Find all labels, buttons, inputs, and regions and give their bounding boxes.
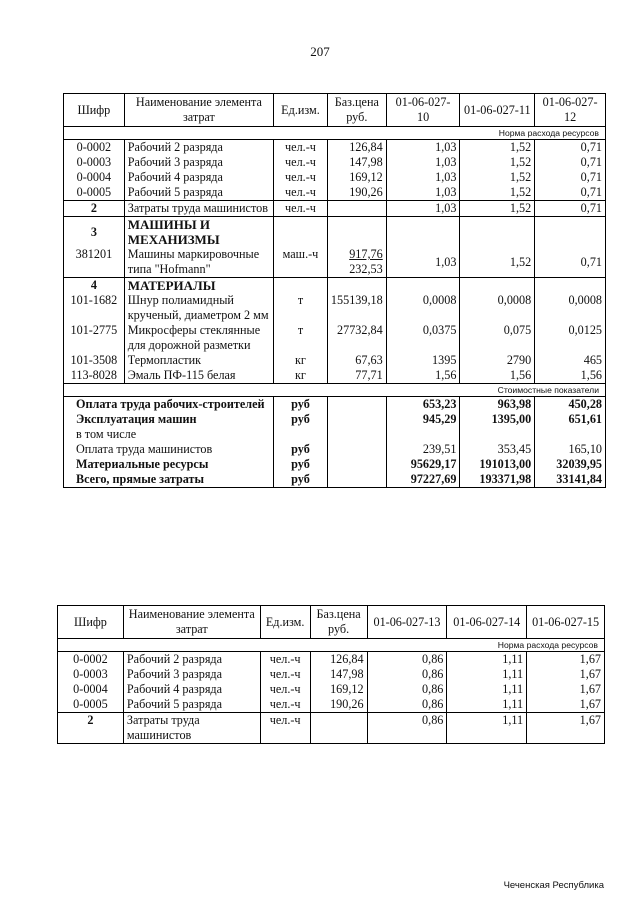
row-unit: чел.-ч xyxy=(274,140,328,156)
row-code: 2 xyxy=(64,201,125,217)
cost-empty xyxy=(327,457,386,472)
row-name: Рабочий 3 разряда xyxy=(123,667,260,682)
row-unit: чел.-ч xyxy=(274,155,328,170)
cost-value-3: 651,61 xyxy=(535,412,606,427)
table-row xyxy=(64,368,606,384)
cost-value-3: 165,10 xyxy=(535,442,606,457)
cost-name: Эксплуатация машин xyxy=(76,412,197,426)
cost-unit xyxy=(274,427,328,442)
row-unit: чел.-ч xyxy=(260,713,310,744)
row-code: 0-0004 xyxy=(76,170,112,184)
row-value-3: 0,71 xyxy=(535,140,606,156)
row-name: Шнур полиамидный крученый, диаметром 2 мм xyxy=(124,293,273,323)
row-value-1: 1,03 xyxy=(386,170,460,185)
row-name: Рабочий 4 разряда xyxy=(124,170,273,185)
row-unit: чел.-ч xyxy=(274,185,328,201)
row-unit: чел.-ч xyxy=(260,682,310,697)
table-row xyxy=(64,170,606,185)
table-header-row xyxy=(64,94,606,127)
row-code: 101-3508 xyxy=(70,353,118,367)
row-value-1: 1,03 xyxy=(386,155,460,170)
workers-rows xyxy=(64,140,606,201)
table-row xyxy=(64,323,606,353)
row-name: Рабочий 4 разряда xyxy=(123,682,260,697)
main-rows xyxy=(58,713,605,744)
cost-empty xyxy=(327,397,386,413)
row-name: Термопластик xyxy=(124,353,273,368)
resource-table-2 xyxy=(57,605,605,744)
cost-name: Всего, прямые затраты xyxy=(76,472,205,486)
row-value-2: 1,11 xyxy=(447,652,527,668)
row-price: 147,98 xyxy=(327,155,386,170)
table-row xyxy=(58,682,605,697)
row-value-2: 1,56 xyxy=(460,368,535,384)
cost-value-1: 653,23 xyxy=(386,397,460,413)
row-empty xyxy=(535,278,606,294)
row-empty xyxy=(274,278,328,294)
cost-unit: руб xyxy=(274,442,328,457)
row-name: Рабочий 2 разряда xyxy=(123,652,260,668)
row-code: 2 xyxy=(58,713,124,744)
norm-label: Норма расхода ресурсов xyxy=(58,639,605,652)
cost-value-2 xyxy=(460,427,535,442)
table-row xyxy=(58,697,605,713)
workers-rows xyxy=(58,652,605,713)
table-header-row xyxy=(58,606,605,639)
row-unit: чел.-ч xyxy=(260,667,310,682)
row-price: 147,98 xyxy=(310,667,367,682)
row-value-2: 2790 xyxy=(460,353,535,368)
row-value-1: 0,86 xyxy=(367,667,447,682)
row-name: Затраты труда машинистов xyxy=(123,713,260,744)
row-value-1: 0,86 xyxy=(367,713,447,744)
row-price xyxy=(310,713,367,744)
table-row xyxy=(58,713,605,744)
row-value-2: 1,52 xyxy=(460,155,535,170)
table-row xyxy=(64,155,606,170)
row-unit: чел.-ч xyxy=(274,201,328,217)
cost-value-1: 95629,17 xyxy=(386,457,460,472)
row-name: Микросферы стеклянные для дорожной разметки xyxy=(124,323,273,353)
cost-row xyxy=(64,457,606,472)
row-unit: чел.-ч xyxy=(260,697,310,713)
row-value-1: 0,86 xyxy=(367,697,447,713)
row-unit: маш.-ч xyxy=(274,247,328,278)
cost-empty xyxy=(327,427,386,442)
cost-name: Оплата труда машинистов xyxy=(76,442,213,456)
row-value-1: 0,86 xyxy=(367,682,447,697)
row-unit: чел.-ч xyxy=(260,652,310,668)
table-row xyxy=(64,201,606,217)
row-unit: т xyxy=(274,323,328,353)
main-rows xyxy=(64,201,606,384)
row-empty xyxy=(274,217,328,248)
cost-row xyxy=(64,442,606,457)
section-code: 3 xyxy=(64,217,125,248)
row-price: 155139,18 xyxy=(327,293,386,323)
row-value-2: 1,52 xyxy=(460,247,535,278)
footer-region: Чеченская Республика xyxy=(503,880,604,891)
row-code: 0-0002 xyxy=(76,140,112,154)
row-value-3: 1,67 xyxy=(527,713,605,744)
norm-label: Норма расхода ресурсов xyxy=(64,127,606,140)
table-row xyxy=(64,247,606,278)
cost-value-1: 945,29 xyxy=(386,412,460,427)
row-price: 77,71 xyxy=(327,368,386,384)
row-value-3: 1,67 xyxy=(527,682,605,697)
row-empty xyxy=(460,217,535,248)
row-price: 169,12 xyxy=(310,682,367,697)
row-price: 190,26 xyxy=(327,185,386,201)
header-col-13: 01-06-027-13 xyxy=(367,606,447,639)
header-code: Шифр xyxy=(64,94,125,127)
cost-unit: руб xyxy=(274,472,328,488)
cost-value-2: 191013,00 xyxy=(460,457,535,472)
header-unit: Ед.изм. xyxy=(260,606,310,639)
cost-value-3 xyxy=(535,427,606,442)
row-code: 381201 xyxy=(75,247,113,261)
row-value-3: 0,0008 xyxy=(535,293,606,323)
cost-value-2: 193371,98 xyxy=(460,472,535,488)
row-name: Рабочий 2 разряда xyxy=(124,140,273,156)
row-price: 27732,84 xyxy=(327,323,386,353)
row-name: Машины маркировочные типа "Hofmann" xyxy=(124,247,273,278)
table-row xyxy=(64,293,606,323)
row-code: 0-0004 xyxy=(73,682,108,696)
section-row xyxy=(64,278,606,294)
cost-value-3: 450,28 xyxy=(535,397,606,413)
row-empty xyxy=(386,278,460,294)
row-value-2: 1,11 xyxy=(447,667,527,682)
section-code: 4 xyxy=(64,278,125,294)
header-name: Наименование элемента затрат xyxy=(124,94,273,127)
row-value-2: 1,11 xyxy=(447,697,527,713)
table-row xyxy=(58,667,605,682)
row-code: 0-0002 xyxy=(73,652,108,666)
header-price: Баз.цена руб. xyxy=(310,606,367,639)
cost-unit: руб xyxy=(274,397,328,413)
cost-value-3: 33141,84 xyxy=(535,472,606,488)
row-value-3: 0,71 xyxy=(535,155,606,170)
cost-value-2: 353,45 xyxy=(460,442,535,457)
row-unit: чел.-ч xyxy=(274,170,328,185)
row-code: 101-2775 xyxy=(70,323,118,337)
cost-unit: руб xyxy=(274,412,328,427)
row-price: 169,12 xyxy=(327,170,386,185)
header-col-10: 01-06-027-10 xyxy=(386,94,460,127)
cost-empty xyxy=(327,412,386,427)
row-value-2: 0,0008 xyxy=(460,293,535,323)
cost-name: в том числе xyxy=(76,427,137,441)
row-unit: т xyxy=(274,293,328,323)
row-price xyxy=(327,201,386,217)
header-col-15: 01-06-027-15 xyxy=(527,606,605,639)
row-value-3: 1,67 xyxy=(527,697,605,713)
cost-rows xyxy=(64,397,606,488)
row-value-1: 1,03 xyxy=(386,185,460,201)
row-code: 0-0005 xyxy=(73,697,108,711)
row-price xyxy=(327,247,386,278)
table-row xyxy=(64,353,606,368)
header-col-12: 01-06-027-12 xyxy=(535,94,606,127)
row-value-1: 1395 xyxy=(386,353,460,368)
cost-name: Оплата труда рабочих-строителей xyxy=(76,397,265,411)
cost-empty xyxy=(327,472,386,488)
cost-label: Стоимостные показатели xyxy=(64,384,606,397)
row-value-2: 0,075 xyxy=(460,323,535,353)
row-value-1: 1,03 xyxy=(386,201,460,217)
row-empty xyxy=(327,278,386,294)
row-value-3: 1,67 xyxy=(527,652,605,668)
section-title: МАШИНЫ И МЕХАНИЗМЫ xyxy=(124,217,273,248)
row-code: 0-0005 xyxy=(76,185,112,199)
cost-row xyxy=(64,472,606,488)
row-value-2: 1,52 xyxy=(460,201,535,217)
section-title: МАТЕРИАЛЫ xyxy=(124,278,273,294)
header-code: Шифр xyxy=(58,606,124,639)
table-row xyxy=(64,140,606,156)
cost-empty xyxy=(327,442,386,457)
cost-row xyxy=(64,412,606,427)
row-empty xyxy=(535,217,606,248)
row-value-2: 1,11 xyxy=(447,713,527,744)
header-name: Наименование элемента затрат xyxy=(123,606,260,639)
row-value-3: 0,71 xyxy=(535,201,606,217)
row-code: 101-1682 xyxy=(70,293,118,307)
table-row xyxy=(58,652,605,668)
row-name: Затраты труда машинистов xyxy=(124,201,273,217)
row-value-1: 1,03 xyxy=(386,140,460,156)
cost-value-3: 32039,95 xyxy=(535,457,606,472)
row-empty xyxy=(460,278,535,294)
row-value-1: 0,0008 xyxy=(386,293,460,323)
row-name: Рабочий 5 разряда xyxy=(124,185,273,201)
resource-table-1 xyxy=(63,93,606,488)
row-unit: кг xyxy=(274,353,328,368)
row-price: 126,84 xyxy=(327,140,386,156)
header-col-14: 01-06-027-14 xyxy=(447,606,527,639)
row-value-3: 465 xyxy=(535,353,606,368)
row-code: 0-0003 xyxy=(73,667,108,681)
row-value-2: 1,52 xyxy=(460,170,535,185)
row-value-2: 1,11 xyxy=(447,682,527,697)
page-number: 207 xyxy=(310,44,330,59)
row-value-1: 0,86 xyxy=(367,652,447,668)
row-value-3: 1,56 xyxy=(535,368,606,384)
cost-name: Материальные ресурсы xyxy=(76,457,209,471)
section-row xyxy=(64,217,606,248)
row-value-2: 1,52 xyxy=(460,185,535,201)
row-price: 67,63 xyxy=(327,353,386,368)
price-line-2: 232,53 xyxy=(349,262,383,276)
header-unit: Ед.изм. xyxy=(274,94,328,127)
row-value-3: 1,67 xyxy=(527,667,605,682)
row-name: Рабочий 5 разряда xyxy=(123,697,260,713)
table-row xyxy=(64,185,606,201)
row-empty xyxy=(327,217,386,248)
cost-row xyxy=(64,427,606,442)
row-price: 126,84 xyxy=(310,652,367,668)
row-value-1: 0,0375 xyxy=(386,323,460,353)
row-empty xyxy=(386,217,460,248)
cost-value-2: 963,98 xyxy=(460,397,535,413)
row-value-3: 0,71 xyxy=(535,185,606,201)
row-code: 0-0003 xyxy=(76,155,112,169)
row-price: 190,26 xyxy=(310,697,367,713)
row-name: Эмаль ПФ-115 белая xyxy=(124,368,273,384)
header-col-11: 01-06-027-11 xyxy=(460,94,535,127)
cost-unit: руб xyxy=(274,457,328,472)
row-value-1: 1,56 xyxy=(386,368,460,384)
cost-value-1: 239,51 xyxy=(386,442,460,457)
cost-row xyxy=(64,397,606,413)
price-line-1: 917,76 xyxy=(349,247,383,261)
row-value-3: 0,0125 xyxy=(535,323,606,353)
row-name: Рабочий 3 разряда xyxy=(124,155,273,170)
row-value-2: 1,52 xyxy=(460,140,535,156)
cost-value-1: 97227,69 xyxy=(386,472,460,488)
row-value-3: 0,71 xyxy=(535,247,606,278)
row-value-1: 1,03 xyxy=(386,247,460,278)
header-price: Баз.цена руб. xyxy=(327,94,386,127)
cost-value-2: 1395,00 xyxy=(460,412,535,427)
row-value-3: 0,71 xyxy=(535,170,606,185)
row-unit: кг xyxy=(274,368,328,384)
row-code: 113-8028 xyxy=(70,368,117,382)
cost-value-1 xyxy=(386,427,460,442)
